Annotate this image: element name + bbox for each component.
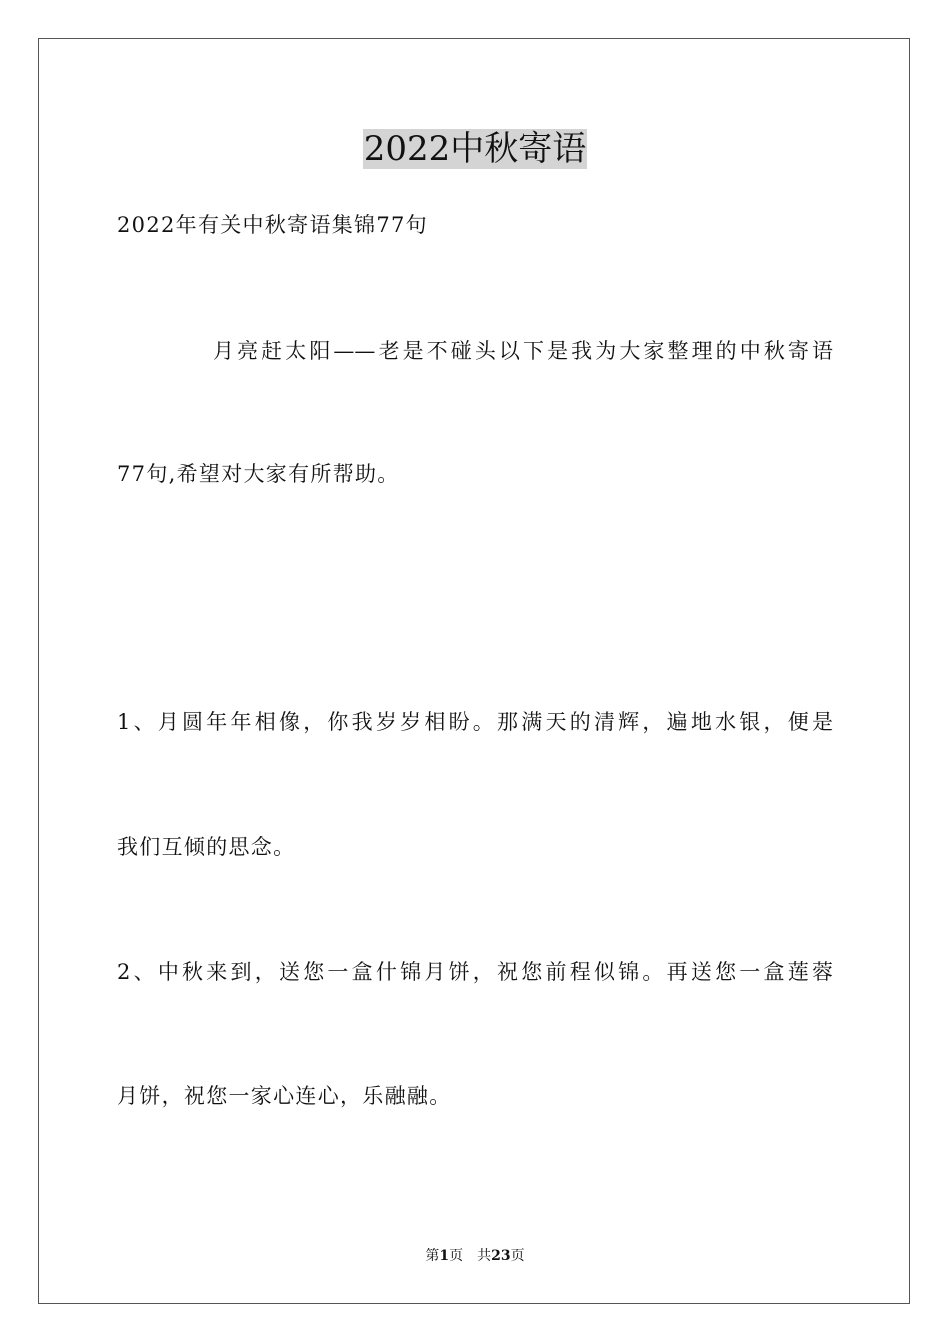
total-pages: 23 [491, 1248, 511, 1264]
page-suffix: 页 [449, 1248, 464, 1264]
item-2-line-2: 月饼，祝您一家心连心，乐融融。 [117, 1084, 452, 1108]
document-title-text: 2022中秋寄语 [363, 129, 587, 169]
item-1-line-1: 1、月圆年年相像，你我岁岁相盼。那满天的清辉，遍地水银，便是 [117, 710, 833, 734]
item-2-line-1: 2、中秋来到，送您一盒什锦月饼，祝您前程似锦。再送您一盒莲蓉 [117, 960, 833, 984]
total-prefix: 共 [477, 1248, 492, 1264]
intro-line-1: 月亮赶太阳——老是不碰头以下是我为大家整理的中秋寄语 [213, 339, 833, 363]
total-suffix: 页 [510, 1248, 525, 1264]
document-title [0, 126, 950, 172]
intro-line-2: 77句,希望对大家有所帮助。 [117, 462, 400, 486]
page-prefix: 第 [425, 1248, 440, 1264]
page-footer [0, 1246, 950, 1266]
document-subtitle: 2022年有关中秋寄语集锦77句 [117, 213, 428, 237]
page-number: 1 [439, 1248, 450, 1264]
item-1-line-2: 我们互倾的思念。 [117, 835, 296, 859]
